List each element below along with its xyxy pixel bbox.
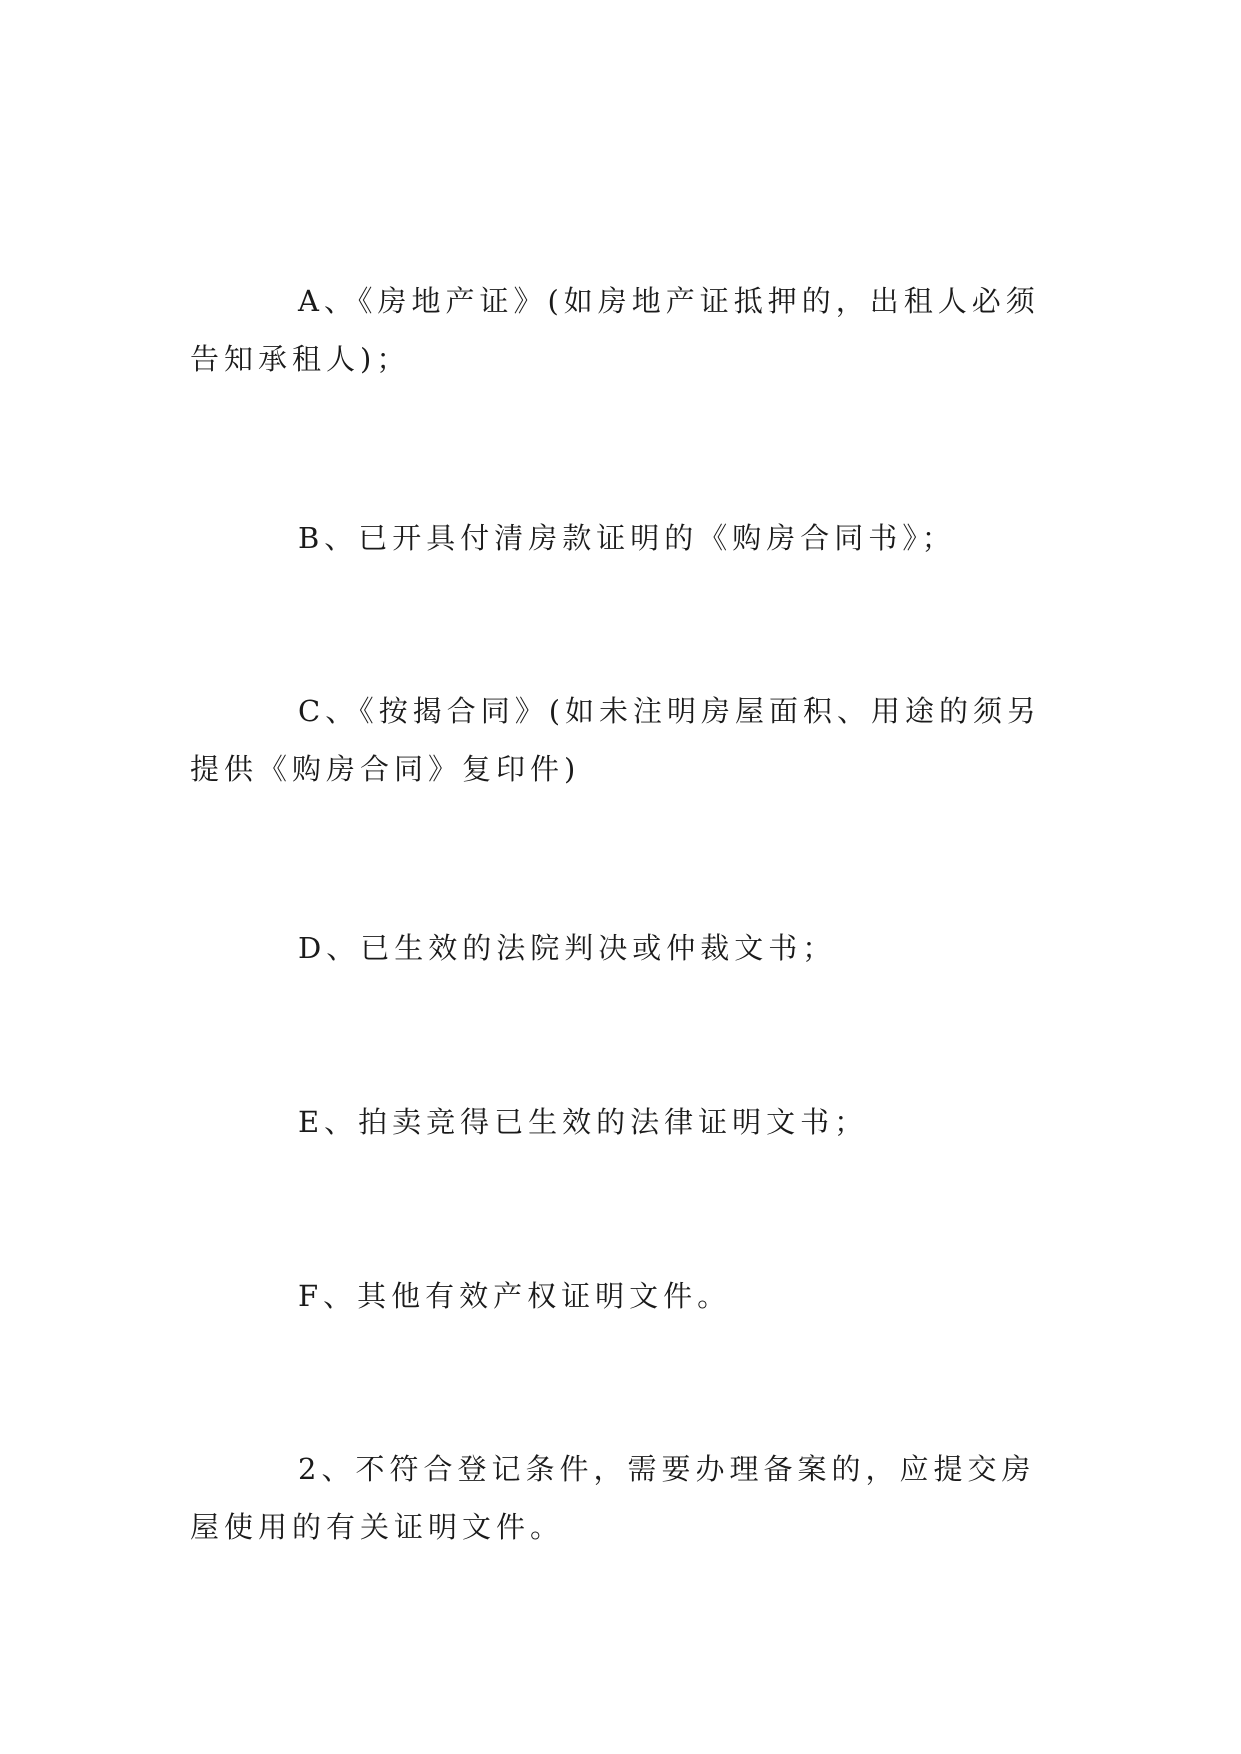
paragraph-item-d: D、已生效的法院判决或仲裁文书； — [298, 931, 837, 965]
paragraph-item-2: 2、不符合登记条件，需要办理备案的，应提交房屋使用的有关证明文件。 — [190, 1452, 1036, 1544]
paragraph-item-c: C、《按揭合同》(如未注明房屋面积、用途的须另提供《购房合同》复印件) — [190, 694, 1042, 786]
paragraph-item-f: F、其他有效产权证明文件。 — [298, 1279, 732, 1313]
paragraph-item-b: B、已开具付清房款证明的《购房合同书》； — [298, 521, 956, 555]
paragraph-item-a: A、《房地产证》(如房地产证抵押的，出租人必须告知承租人)； — [190, 284, 1040, 376]
paragraph-item-e: E、拍卖竞得已生效的法律证明文书； — [298, 1105, 869, 1139]
